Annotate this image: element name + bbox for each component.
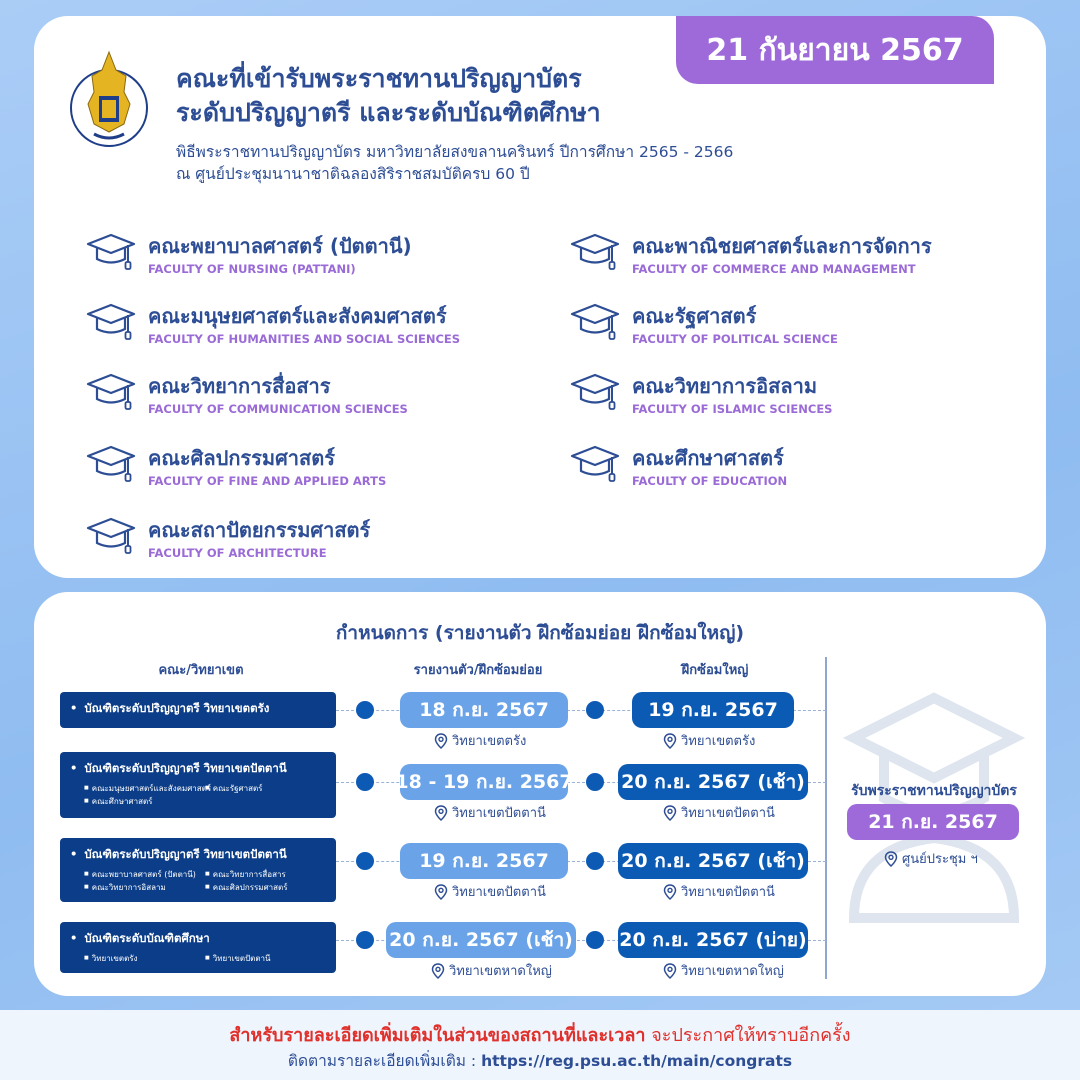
row-sub-list — [70, 782, 326, 808]
rehearsal-location — [663, 960, 784, 981]
location-pin-icon — [434, 733, 448, 749]
graduation-cap-icon — [570, 232, 620, 272]
location-pin-icon — [663, 733, 677, 749]
schedule-group-name: • บัณฑิตระดับปริญญาตรี วิทยาเขตปัตตานี — [70, 846, 326, 864]
report-location-text: วิทยาเขตปัตตานี — [452, 806, 546, 821]
report-location — [434, 881, 546, 902]
subtitle-line-1: พิธีพระราชทานปริญญาบัตร มหาวิทยาลัยสงขลานครินทร์ ปีการศึกษา 2565 - 2566 — [176, 143, 734, 161]
date-badge: 21 กันยายน 2567 — [676, 16, 994, 84]
faculty-item — [86, 370, 556, 426]
ceremony-label: รับพระราชทานปริญญาบัตร — [851, 783, 1017, 799]
connector-dot — [356, 701, 374, 719]
graduation-cap-icon — [86, 302, 136, 342]
row-sub-item: ■ คณะพยาบาลศาสตร์ (ปัตตานี) — [84, 868, 205, 881]
schedule-group — [60, 838, 336, 902]
faculty-name-th: คณะพยาบาลศาสตร์ (ปัตตานี) — [148, 234, 412, 258]
schedule-group — [60, 692, 336, 728]
report-location-text: วิทยาเขตหาดใหญ่ — [449, 964, 552, 979]
faculty-name-en: FACULTY OF HUMANITIES AND SOCIAL SCIENCES — [148, 332, 461, 346]
report-date: 20 ก.ย. 2567 (เช้า) — [386, 922, 576, 958]
title-line-1: คณะที่เข้ารับพระราชทานปริญญาบัตร — [176, 64, 582, 93]
faculty-name-th: คณะรัฐศาสตร์ — [632, 304, 757, 328]
rehearsal-location-text: วิทยาเขตหาดใหญ่ — [681, 964, 784, 979]
connector-dot — [356, 773, 374, 791]
connector-dot — [356, 931, 374, 949]
location-pin-icon — [431, 963, 445, 979]
row-sub-item: ■ คณะมนุษยศาสตร์และสังคมศาสตร์ — [84, 782, 205, 795]
faculty-item — [86, 230, 556, 286]
faculty-name-th: คณะมนุษยศาสตร์และสังคมศาสตร์ — [148, 304, 447, 328]
faculty-item — [570, 442, 1040, 498]
faculty-name-th: คณะศิลปกรรมศาสตร์ — [148, 446, 335, 470]
location-pin-icon — [434, 805, 448, 821]
row-sub-list — [70, 952, 326, 965]
rehearsal-location — [663, 881, 775, 902]
report-location — [434, 802, 546, 823]
rehearsal-location-text: วิทยาเขตปัตตานี — [681, 806, 775, 821]
footer-note-rest: จะประกาศให้ทราบอีกครั้ง — [645, 1025, 851, 1046]
row-sub-item: ■ วิทยาเขตปัตตานี — [205, 952, 326, 965]
connector-dot — [356, 852, 374, 870]
ceremony-location-text: ศูนย์ประชุม ฯ — [902, 852, 978, 867]
faculty-item — [86, 300, 556, 356]
footer-link-prefix: ติดตามรายละเอียดเพิ่มเติม : — [287, 1052, 482, 1070]
graduation-cap-icon — [570, 302, 620, 342]
rehearsal-date: 19 ก.ย. 2567 — [632, 692, 794, 728]
faculty-name-th: คณะศึกษาศาสตร์ — [632, 446, 784, 470]
connector-dot — [586, 931, 604, 949]
report-date: 18 ก.ย. 2567 — [400, 692, 568, 728]
connector-dot — [586, 852, 604, 870]
location-pin-icon — [434, 884, 448, 900]
title-line-2: ระดับปริญญาตรี และระดับบัณฑิตศึกษา — [176, 98, 601, 127]
schedule-group — [60, 922, 336, 973]
ceremony-location — [884, 848, 978, 869]
schedule-title: กำหนดการ (รายงานตัว ฝึกซ้อมย่อย ฝึกซ้อมใหญ่) — [335, 622, 745, 644]
report-date: 19 ก.ย. 2567 — [400, 843, 568, 879]
faculty-name-th: คณะวิทยาการสื่อสาร — [148, 374, 331, 398]
faculty-item — [570, 370, 1040, 426]
schedule-group-name: • บัณฑิตระดับบัณฑิตศึกษา — [70, 930, 326, 948]
schedule-group-name: • บัณฑิตระดับปริญญาตรี วิทยาเขตตรัง — [70, 700, 326, 718]
graduation-cap-icon — [86, 516, 136, 556]
footer-note-bold: สำหรับรายละเอียดเพิ่มเติมในส่วนของสถานที่และเวลา — [229, 1025, 646, 1046]
row-sub-item: ■ คณะวิทยาการสื่อสาร — [205, 868, 326, 881]
faculty-name-en: FACULTY OF POLITICAL SCIENCE — [632, 332, 838, 346]
location-pin-icon — [663, 884, 677, 900]
connector-dot — [586, 773, 604, 791]
location-pin-icon — [663, 805, 677, 821]
university-logo — [66, 46, 152, 156]
rehearsal-date: 20 ก.ย. 2567 (เช้า) — [618, 843, 808, 879]
row-sub-item: ■ วิทยาเขตตรัง — [84, 952, 205, 965]
divider — [825, 657, 827, 979]
page-title — [176, 62, 601, 130]
footer-note — [0, 1020, 1080, 1049]
report-location — [434, 730, 526, 751]
report-date: 18 - 19 ก.ย. 2567 — [400, 764, 568, 800]
faculty-name-en: FACULTY OF EDUCATION — [632, 474, 788, 488]
row-sub-item: ■ คณะศึกษาศาสตร์ — [84, 795, 205, 808]
report-location-text: วิทยาเขตตรัง — [452, 734, 527, 749]
report-location — [431, 960, 552, 981]
report-location-text: วิทยาเขตปัตตานี — [452, 885, 546, 900]
subtitle-line-2: ณ ศูนย์ประชุมนานาชาติฉลองสิริราชสมบัติครบ 60 ปี — [176, 165, 530, 183]
rehearsal-location-text: วิทยาเขตตรัง — [681, 734, 756, 749]
faculty-name-en: FACULTY OF COMMERCE AND MANAGEMENT — [632, 262, 916, 276]
rehearsal-date: 20 ก.ย. 2567 (บ่าย) — [618, 922, 808, 958]
graduation-cap-icon — [86, 232, 136, 272]
col-header-faculty: คณะ/วิทยาเขต — [158, 663, 244, 678]
rehearsal-date: 20 ก.ย. 2567 (เช้า) — [618, 764, 808, 800]
faculty-item — [86, 514, 556, 570]
faculty-name-en: FACULTY OF COMMUNICATION SCIENCES — [148, 402, 408, 416]
graduation-cap-watermark-icon — [834, 668, 1034, 938]
col-header-report: รายงานตัว/ฝึกซ้อมย่อย — [413, 663, 543, 678]
faculty-name-th: คณะสถาปัตยกรรมศาสตร์ — [148, 518, 371, 542]
faculty-name-en: FACULTY OF ARCHITECTURE — [148, 546, 327, 560]
rehearsal-location — [663, 730, 755, 751]
rehearsal-location-text: วิทยาเขตปัตตานี — [681, 885, 775, 900]
location-pin-icon — [884, 851, 898, 867]
graduation-cap-icon — [570, 372, 620, 412]
row-sub-item: ■ คณะศิลปกรรมศาสตร์ — [205, 881, 326, 894]
location-pin-icon — [663, 963, 677, 979]
row-sub-list — [70, 868, 326, 894]
footer-link-line — [0, 1048, 1080, 1073]
faculty-name-en: FACULTY OF FINE AND APPLIED ARTS — [148, 474, 387, 488]
faculty-name-th: คณะวิทยาการอิสลาม — [632, 374, 818, 398]
schedule-group — [60, 752, 336, 818]
graduation-cap-icon — [570, 444, 620, 484]
footer — [0, 1010, 1080, 1080]
page-subtitle — [176, 141, 733, 185]
faculty-name-en: FACULTY OF ISLAMIC SCIENCES — [632, 402, 833, 416]
faculty-item — [86, 442, 556, 498]
faculty-name-th: คณะพาณิชยศาสตร์และการจัดการ — [632, 234, 932, 258]
row-sub-item: ■ คณะรัฐศาสตร์ — [205, 782, 326, 795]
graduation-cap-icon — [86, 372, 136, 412]
schedule-group-name: • บัณฑิตระดับปริญญาตรี วิทยาเขตปัตตานี — [70, 760, 326, 778]
row-sub-item: ■ คณะวิทยาการอิสลาม — [84, 881, 205, 894]
graduation-cap-icon — [86, 444, 136, 484]
rehearsal-location — [663, 802, 775, 823]
connector-dot — [586, 701, 604, 719]
faculty-item — [570, 300, 1040, 356]
footer-link-url[interactable]: https://reg.psu.ac.th/main/congrats — [481, 1052, 793, 1070]
faculty-name-en: FACULTY OF NURSING (PATTANI) — [148, 262, 356, 276]
faculty-item — [570, 230, 1040, 286]
ceremony-date: 21 ก.ย. 2567 — [847, 804, 1019, 840]
col-header-rehearsal: ฝึกซ้อมใหญ่ — [681, 663, 749, 678]
